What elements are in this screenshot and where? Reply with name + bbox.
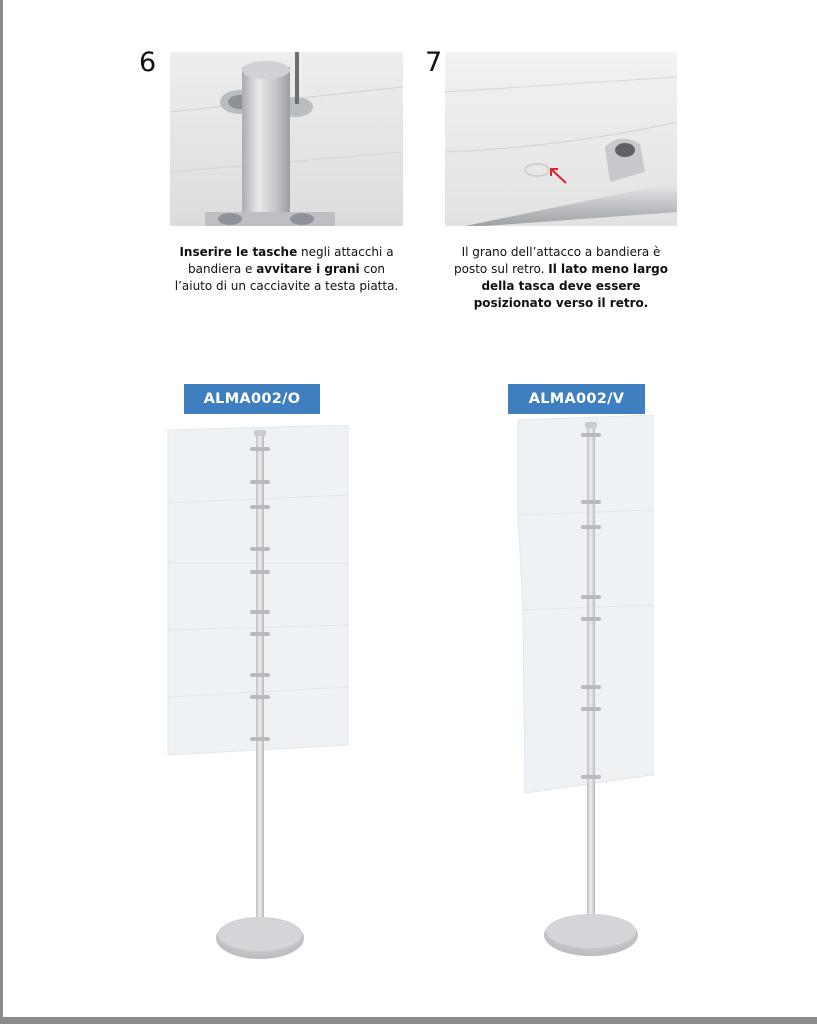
- caption-bold-text: Inserire le tasche: [179, 245, 298, 259]
- stand-horizontal-image: [163, 425, 353, 970]
- caption-text: negli attacchi a bandiera e: [187, 245, 394, 276]
- caption-bold-text: avvitare i grani: [256, 262, 360, 276]
- step-number: 6: [139, 47, 157, 78]
- product-label: ALMA002/O: [184, 384, 320, 414]
- step-7-photo: [445, 52, 677, 226]
- stand-vertical-image: [513, 415, 663, 960]
- caption-text: Il grano dell’attacco a bandiera è posto sul retro.: [454, 245, 661, 276]
- step-number: 7: [425, 47, 443, 78]
- product-label: ALMA002/V: [508, 384, 645, 414]
- step-6-photo: [170, 52, 403, 226]
- step-7-caption: [445, 244, 677, 312]
- caption-bold-text: Il lato meno largo della tasca deve essere posizionato verso il retro.: [473, 262, 668, 310]
- caption-text: con l’aiuto di un cacciavite a testa piatta.: [174, 262, 399, 293]
- step-6-caption: [170, 244, 403, 295]
- document-page: [3, 0, 817, 1017]
